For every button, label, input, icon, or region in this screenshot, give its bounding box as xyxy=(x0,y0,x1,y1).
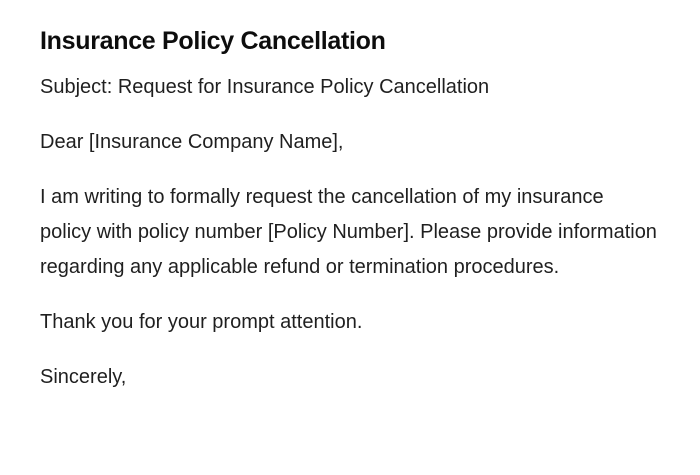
greeting-line: Dear [Insurance Company Name], xyxy=(40,131,344,153)
closing-line: Sincerely, xyxy=(40,366,127,388)
subject-line: Subject: Request for Insurance Policy Cancellation xyxy=(40,76,490,98)
letter-document xyxy=(40,24,660,395)
body-paragraph: I am writing to formally request the cancellation of my insurance policy with policy number [Policy Number]. Please provide information regarding any applicable refund or termination procedures. xyxy=(40,186,657,278)
document-title: Insurance Policy Cancellation xyxy=(40,27,386,55)
thanks-line: Thank you for your prompt attention. xyxy=(40,311,363,333)
